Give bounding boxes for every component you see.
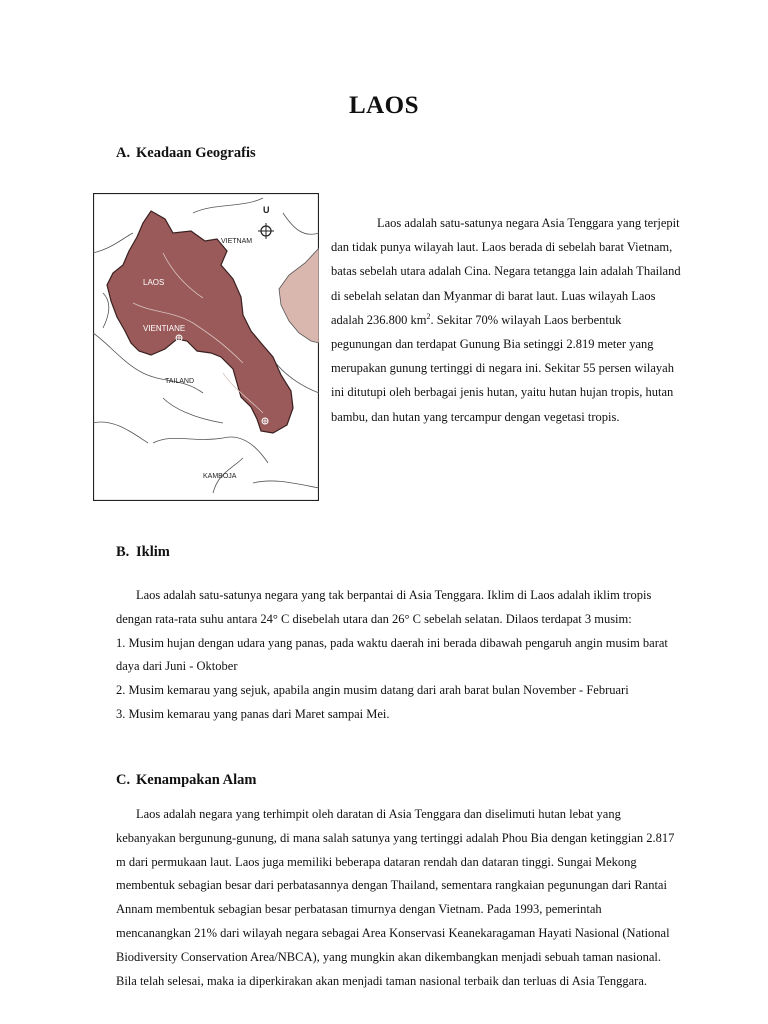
map-label-vietnam: VIETNAM	[221, 238, 253, 245]
climate-item-2: 2. Musim kemarau yang sejuk, apabila angin musim datang dari arah barat bulan November - Februari	[116, 683, 629, 698]
section-a-text-part1: Laos adalah satu-satunya negara Asia Tenggara yang terjepit dan tidak punya wilayah laut. Laos berada di sebelah barat Vietnam, batas sebelah utara adalah Cina. Negara tetangga lain adalah Thailand di sebelah selatan dan Myanmar di barat laut. Luas wilayah Laos adalah 236.800 km	[331, 216, 681, 327]
section-a-title: Keadaan Geografis	[136, 145, 256, 161]
page-title: LAOS	[348, 92, 420, 119]
map-label-vientiane: VIENTIANE	[143, 324, 186, 333]
section-a-heading	[116, 145, 256, 162]
section-b-title: Iklim	[136, 544, 170, 560]
section-b-heading	[116, 544, 170, 561]
section-c-letter: C.	[116, 772, 131, 788]
section-c-body	[116, 803, 676, 993]
section-b-paragraph: Laos adalah satu-satunya negara yang tak berpantai di Asia Tenggara. Iklim di Laos adalah iklim tropis dengan rata-rata suhu antara 24° C disebelah utara dan 26° C sebelah selatan. Dilaos terdapat 3 musim:	[116, 588, 652, 626]
laos-map	[93, 193, 319, 501]
section-c-title: Kenampakan Alam	[136, 772, 257, 788]
superscript-2: 2	[426, 311, 431, 321]
map-label-cambodia: KAMBOJA	[203, 473, 237, 480]
capital-marker-icon	[176, 335, 182, 341]
climate-item-3: 3. Musim kemarau yang panas dari Maret sampai Mei.	[116, 706, 390, 721]
map-label-laos: LAOS	[143, 278, 165, 287]
section-a-text-part2: . Sekitar 70% wilayah Laos berbentuk pegunungan dan terdapat Gunung Bia setinggi 2.819 meter yang merupakan gunung tertinggi di negara ini. Sekitar 55 persen wilayah ini ditutupi oleh berbagai jenis hutan, yaitu hutan hujan tropis, hutan bambu, dan hutan yang tercampur dengan vegetasi tropis.	[331, 312, 674, 424]
city-marker-icon	[262, 418, 268, 424]
section-b-letter: B.	[116, 544, 130, 560]
map-label-thailand: TAILAND	[165, 378, 195, 385]
section-b-body	[116, 584, 676, 727]
section-c-heading	[116, 772, 256, 789]
climate-item-1: 1. Musim hujan dengan udara yang panas, pada waktu daerah ini berada dibawah pengaruh angin musim barat daya dari Juni - Oktober	[116, 635, 668, 674]
section-c-paragraph: Laos adalah negara yang terhimpit oleh daratan di Asia Tenggara dan diselimuti hutan lebat yang kebanyakan bergunung-gunung, di mana salah satunya yang tertinggi adalah Phou Bia dengan ketinggian 2.817 m dari permukaan laut. Laos juga memiliki beberapa dataran rendah dan dataran tinggi. Sungai Mekong membentuk sebagian besar dari perbatasannya dengan Thailand, sementara rangkaian pegunungan dari Rantai Annam membentuk sebagian besar perbatasan timurnya dengan Vietnam. Pada 1993, pemerintah mencanangkan 21% dari wilayah negara sebagai Area Konservasi Keanekaragaman Hayati Nasional (National Biodiversity Conservation Area/NBCA), yang mungkin akan dikembangkan menjadi sebuah taman nasional. Bila telah selesai, maka ia diperkirakan akan menjadi taman nasional terbaik dan terluas di Asia Tenggara.	[116, 807, 675, 988]
section-a-paragraph	[331, 211, 681, 429]
section-a-letter: A.	[116, 145, 131, 161]
map-label-north: U	[263, 205, 270, 215]
